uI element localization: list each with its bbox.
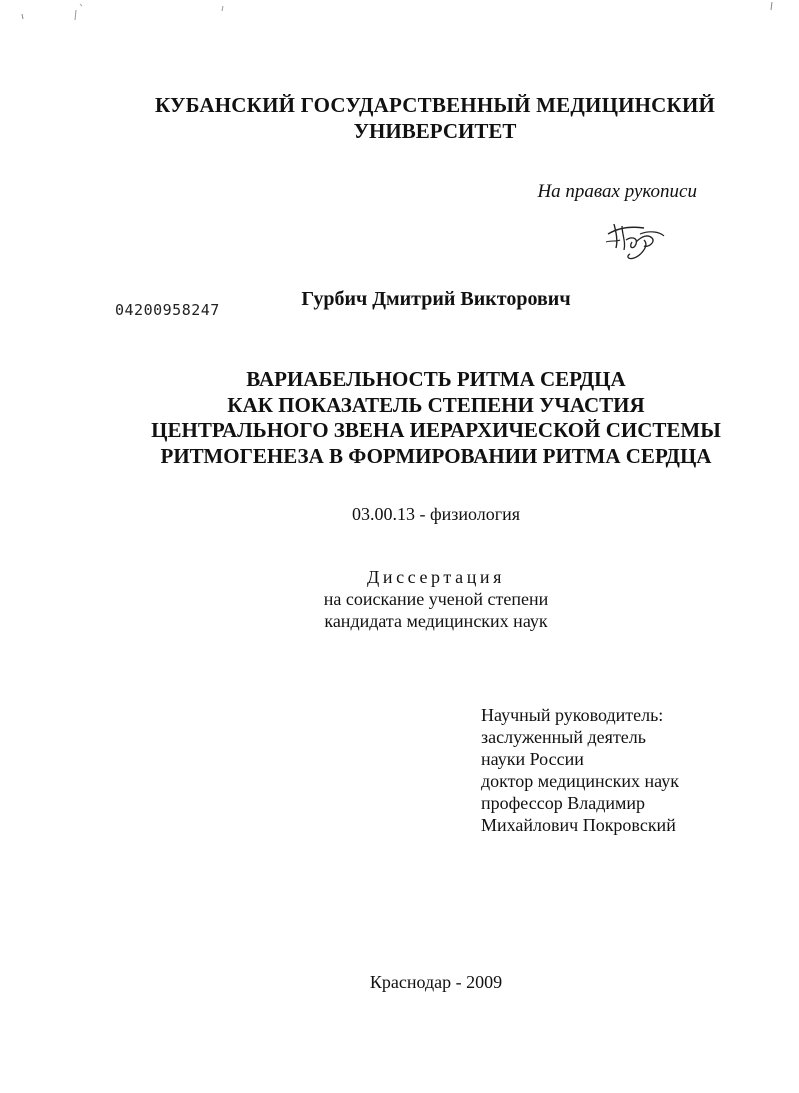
university-name-line1: КУБАНСКИЙ ГОСУДАРСТВЕННЫЙ МЕДИЦИНСКИЙ <box>154 93 716 117</box>
title-line: РИТМОГЕНЕЗА В ФОРМИРОВАНИИ РИТМА СЕРДЦА <box>160 443 712 468</box>
specialty-code: 03.00.13 - физиология <box>351 504 521 524</box>
supervisor-line: Михайлович Покровский <box>481 815 676 835</box>
degree-statement <box>0 566 799 632</box>
author-name: Гурбич Дмитрий Викторович <box>301 288 571 310</box>
supervisor-line: доктор медицинских наук <box>481 771 679 791</box>
university-name-line2: УНИВЕРСИТЕТ <box>353 119 517 143</box>
library-inventory-number: 04200958247 <box>115 301 220 319</box>
dissertation-title <box>0 367 799 469</box>
title-line: ЦЕНТРАЛЬНОГО ЗВЕНА ИЕРАРХИЧЕСКОЙ СИСТЕМЫ <box>151 418 721 442</box>
degree-line: кандидата медицинских наук <box>324 611 548 631</box>
title-line: КАК ПОКАЗАТЕЛЬ СТЕПЕНИ УЧАСТИЯ <box>227 392 645 417</box>
scan-artifact-marks <box>0 0 799 30</box>
supervisor-block <box>481 704 679 836</box>
title-line: ВАРИАБЕЛЬНОСТЬ РИТМА СЕРДЦА <box>246 367 626 391</box>
handwritten-signature <box>600 212 670 262</box>
degree-line: на соискание ученой степени <box>323 589 549 609</box>
manuscript-rights-note: На правах рукописи <box>537 181 697 202</box>
supervisor-line: заслуженный деятель <box>481 727 646 747</box>
supervisor-line: профессор Владимир <box>481 793 646 813</box>
supervisor-line: науки России <box>481 749 584 769</box>
city-and-year: Краснодар - 2009 <box>369 972 503 992</box>
supervisor-line: Научный руководитель: <box>481 705 664 725</box>
dissertation-word: Диссертация <box>366 567 506 587</box>
